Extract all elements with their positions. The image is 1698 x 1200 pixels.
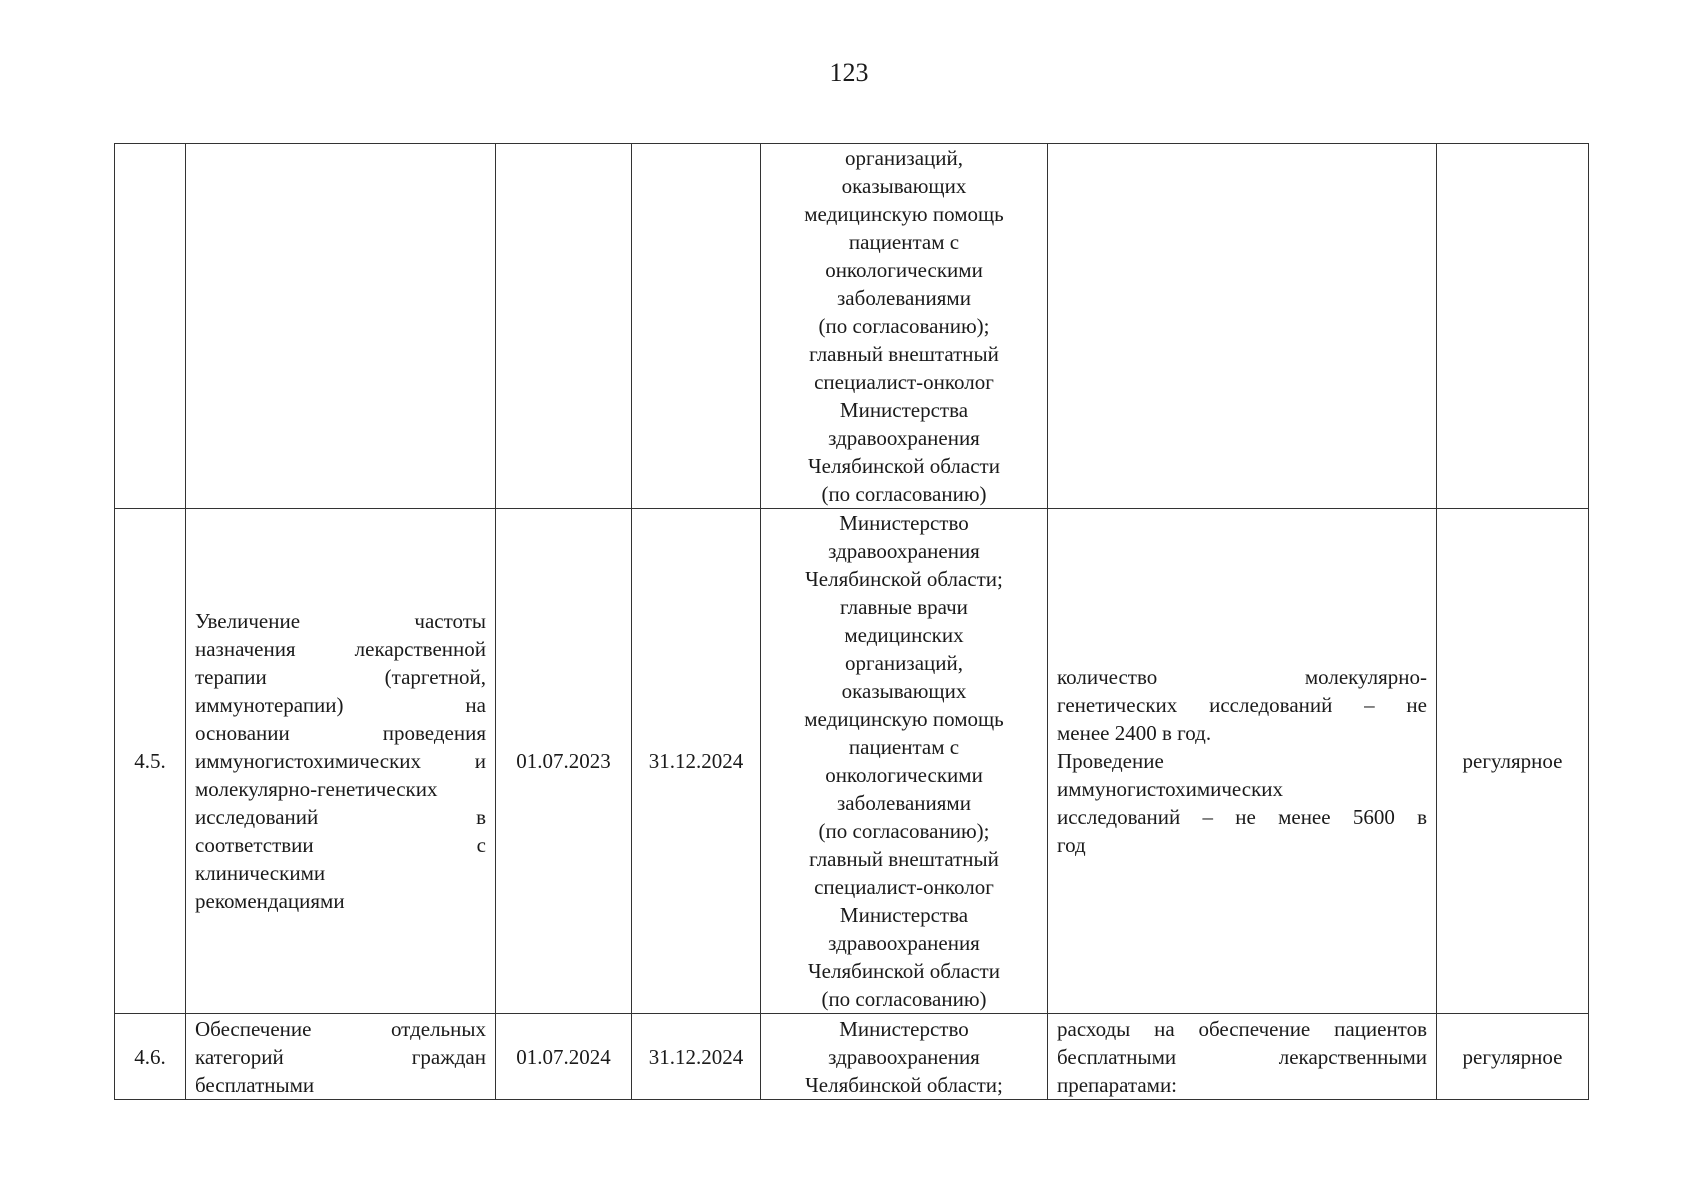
responsible-cell [761,1014,1048,1100]
responsible-line: оказывающих [841,174,967,198]
result-cell [1048,1014,1437,1100]
responsible-line: Челябинской области [808,959,1000,983]
result-line: препаратами: [1057,1072,1178,1097]
table-row [115,1014,1589,1100]
measure-line: Увеличение частоты [195,609,486,633]
type-cell: регулярное [1437,1014,1589,1100]
measure-line: иммуногистохимических и [195,749,486,773]
measure-line: назначения лекарственной [195,637,486,661]
responsible-line: медицинскую помощь [804,707,1004,731]
responsible-line: главный внештатный [809,342,999,366]
measure-line: исследований в [195,805,486,829]
result-line: год [1057,833,1086,857]
responsible-line: медицинских [844,623,964,647]
measure-line: иммунотерапии) на [195,693,486,717]
responsible-cell [761,144,1048,509]
responsible-line: (по согласованию); [818,819,990,843]
responsible-line: главный внештатный [809,847,999,871]
measure-line: соответствии с [195,833,486,857]
responsible-line: организаций, [845,146,963,170]
result-line: количество молекулярно- [1057,665,1427,689]
row-number-cell: 4.6. [115,1014,186,1100]
responsible-line: здравоохранения [828,1044,980,1069]
measure-line: категорий граждан [195,1044,486,1069]
measure-line: молекулярно-генетических [195,777,438,801]
result-line: генетических исследований – не [1057,693,1427,717]
measure-line: Обеспечение отдельных [195,1016,486,1041]
measure-line: терапии (таргетной, [195,665,486,689]
responsible-line: здравоохранения [828,426,980,450]
responsible-line: онкологическими [825,258,983,282]
row-number-cell: 4.5. [115,509,186,1014]
measure-line: основании проведения [195,721,486,745]
responsible-line: специалист-онколог [814,875,994,899]
responsible-line: пациентам с [848,230,960,254]
result-cell [1048,144,1437,509]
responsible-line: онкологическими [825,763,983,787]
responsible-line: Министерство [839,511,969,535]
table-row [115,509,1589,1014]
responsible-line: Министерства [839,903,969,927]
measure-line: клиническими [195,861,326,885]
result-line: исследований – не менее 5600 в [1057,805,1427,829]
responsible-line: пациентам с [848,735,960,759]
responsible-line: Министерство [839,1016,969,1041]
type-cell: регулярное [1437,509,1589,1014]
responsible-line: медицинскую помощь [804,202,1004,226]
responsible-line: главные врачи [840,595,968,619]
result-line: Проведение [1057,749,1164,773]
responsible-line: оказывающих [841,679,967,703]
responsible-line: здравоохранения [828,931,980,955]
responsible-line: специалист-онколог [814,370,994,394]
responsible-line: (по согласованию) [821,482,987,506]
page-number: 123 [829,58,869,87]
responsible-line: организаций, [845,651,963,675]
responsible-line: заболеваниями [837,791,971,815]
type-cell [1437,144,1589,509]
start-date-cell [496,144,632,509]
table-row [115,144,1589,509]
result-line: расходы на обеспечение пациентов [1057,1016,1427,1041]
responsible-cell [761,509,1048,1014]
result-line: менее 2400 в год. [1057,721,1212,745]
responsible-line: (по согласованию); [818,314,990,338]
measure-cell [186,144,496,509]
result-line: бесплатными лекарственными [1057,1044,1427,1069]
responsible-line: (по согласованию) [821,987,987,1011]
measure-line: рекомендациями [195,889,345,913]
responsible-line: здравоохранения [828,539,980,563]
responsible-line: заболеваниями [837,286,971,310]
measure-cell [186,509,496,1014]
measure-line: бесплатными [195,1072,315,1097]
responsible-line: Челябинской области [808,454,1000,478]
measure-cell [186,1014,496,1100]
responsible-line: Министерства [839,398,969,422]
start-date-cell: 01.07.2023 [496,509,632,1014]
end-date-cell [632,144,761,509]
end-date-cell: 31.12.2024 [632,1014,761,1100]
end-date-cell: 31.12.2024 [632,509,761,1014]
start-date-cell: 01.07.2024 [496,1014,632,1100]
responsible-line: Челябинской области; [805,567,1003,591]
result-cell [1048,509,1437,1014]
result-line: иммуногистохимических [1057,777,1284,801]
responsible-line: Челябинской области; [805,1072,1003,1097]
plan-table [114,143,1589,1100]
row-number-cell [115,144,186,509]
